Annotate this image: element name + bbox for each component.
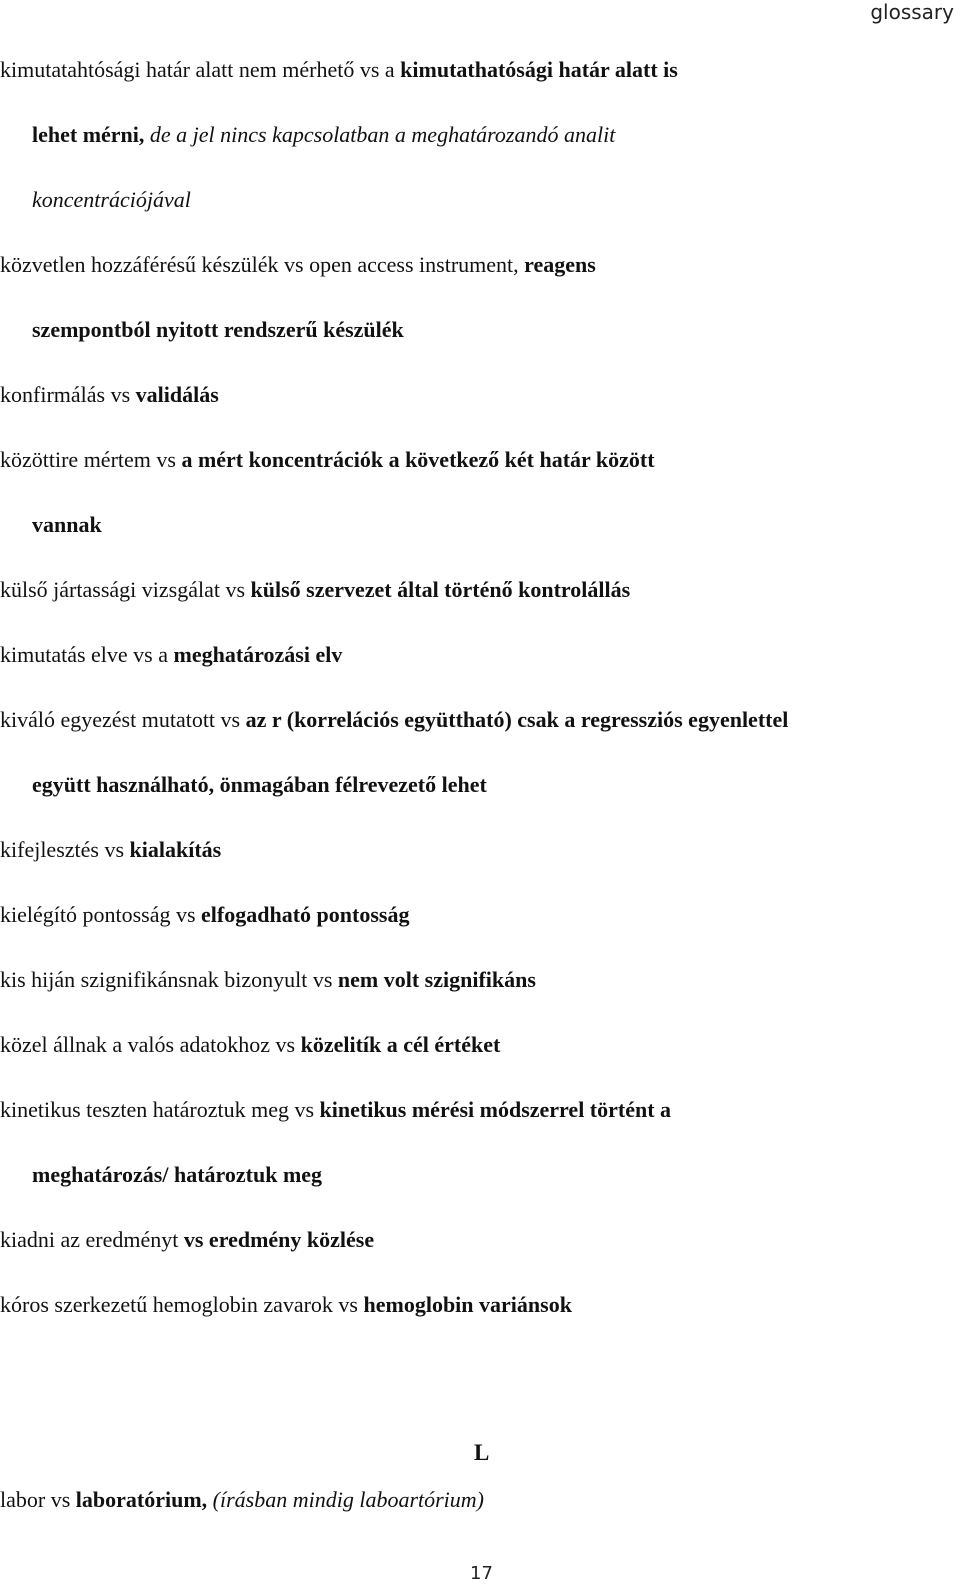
glossary-entry: kifejlesztés vs kialakítás: [0, 837, 222, 862]
glossary-entry: kiváló egyezést mutatott vs az r (korrelációs együttható) csak a regressziós egyenlettel: [0, 707, 789, 732]
header-title: glossary: [870, 0, 954, 24]
glossary-entry-continuation: együtt használható, önmagában félrevezető lehet: [32, 772, 487, 797]
glossary-entry: kiadni az eredményt vs eredmény közlése: [0, 1227, 375, 1252]
glossary-entry: közel állnak a valós adatokhoz vs közelitík a cél értéket: [0, 1032, 501, 1057]
glossary-entry: közöttire mértem vs a mért koncentrációk a következő két határ között: [0, 447, 655, 472]
glossary-entry: kielégító pontosság vs elfogadható pontosság: [0, 902, 410, 927]
glossary-entry: külső jártassági vizsgálat vs külső szervezet által történő kontrolállás: [0, 577, 631, 602]
glossary-entry: közvetlen hozzáférésű készülék vs open access instrument, reagens: [0, 252, 596, 277]
glossary-entry: kimutatahtósági határ alatt nem mérhető vs a kimutathatósági határ alatt is: [0, 57, 678, 82]
glossary-entry-continuation: meghatározás/ határoztuk meg: [32, 1162, 323, 1187]
glossary-entry: kis hiján szignifikánsnak bizonyult vs nem volt szignifikáns: [0, 967, 536, 992]
glossary-entry-continuation: szempontból nyitott rendszerű készülék: [32, 317, 404, 342]
glossary-entry: kimutatás elve vs a meghatározási elv: [0, 642, 343, 667]
page-number: 17: [470, 1563, 493, 1584]
glossary-entry: kóros szerkezetű hemoglobin zavarok vs hemoglobin variánsok: [0, 1292, 572, 1317]
glossary-entry: kinetikus teszten határoztuk meg vs kinetikus mérési módszerrel történt a: [0, 1097, 672, 1122]
glossary-entry-continuation: vannak: [32, 512, 102, 537]
glossary-entry-continuation: koncentrációjával: [32, 187, 191, 212]
glossary-entry: labor vs laboratórium, (írásban mindig laboartórium): [0, 1487, 485, 1512]
section-heading: L: [474, 1440, 490, 1465]
glossary-entry-continuation: lehet mérni, de a jel nincs kapcsolatban a meghatározandó analit: [32, 122, 616, 147]
glossary-entry: konfirmálás vs validálás: [0, 382, 219, 407]
